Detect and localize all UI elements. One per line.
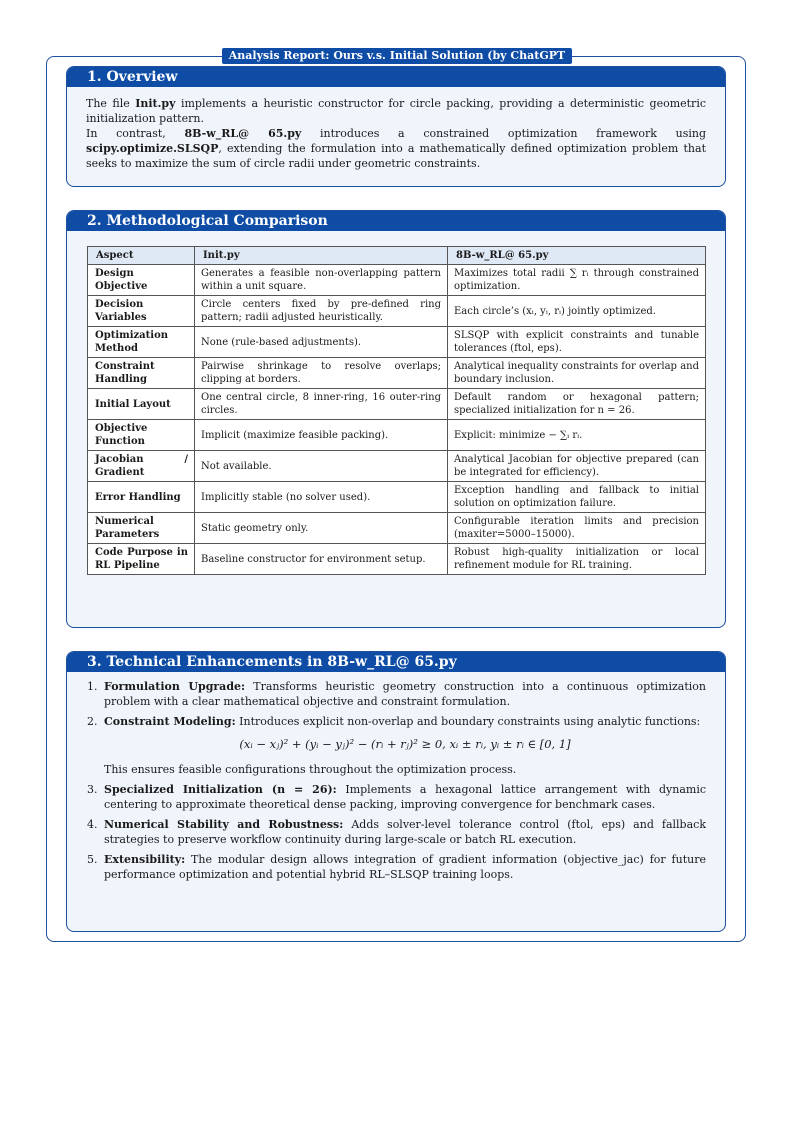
aspect-cell: Constraint Handling bbox=[88, 358, 195, 389]
aspect-cell: Decision Variables bbox=[88, 296, 195, 327]
overview-paragraph-2 bbox=[86, 126, 706, 171]
item-text: The modular design allows integration of gradient information (objective_jac) for future performance optimization and potential hybrid RL–SLSQP training loops. bbox=[104, 853, 706, 881]
item-text: Adds solver-level tolerance control (ftol, eps) and fallback strategies to preserve workflow continuity during large-scale or batch RL execution. bbox=[104, 818, 706, 846]
text: introduces a constrained optimization framework using bbox=[301, 127, 707, 140]
item-followup: This ensures feasible configurations throughout the optimization process. bbox=[104, 763, 517, 776]
enhancements-heading: 3. Technical Enhancements in 8B-w_RL@ 65.py bbox=[67, 652, 725, 672]
table-row bbox=[88, 451, 706, 482]
rl-cell: Configurable iteration limits and precision (maxiter=5000–15000). bbox=[448, 513, 706, 544]
item-number: 1. bbox=[87, 680, 98, 693]
overview-paragraph-1 bbox=[86, 96, 706, 126]
rl-cell: Maximizes total radii ∑ rᵢ through constrained optimization. bbox=[448, 265, 706, 296]
text: In contrast, bbox=[86, 127, 185, 140]
rl-cell: Explicit: minimize − ∑ᵢ rᵢ. bbox=[448, 420, 706, 451]
text: The file bbox=[86, 97, 136, 110]
aspect-cell: Code Purpose in RL Pipeline bbox=[88, 544, 195, 575]
init-cell: Pairwise shrinkage to resolve overlaps; clipping at borders. bbox=[195, 358, 448, 389]
aspect-cell: Numerical Parameters bbox=[88, 513, 195, 544]
rl-cell: Exception handling and fallback to initial solution on optimization failure. bbox=[448, 482, 706, 513]
text: , extending the formulation into a mathematically defined optimization problem that seeks to maximize the sum of circle radii under geometric constraints. bbox=[86, 142, 706, 170]
item-title: Numerical Stability and Robustness: bbox=[104, 818, 344, 831]
aspect-cell: Error Handling bbox=[88, 482, 195, 513]
item-title: Formulation Upgrade: bbox=[104, 680, 246, 693]
item-text: Transforms heuristic geometry construction into a continuous optimization problem with a clear mathematical objective and constraint formulation. bbox=[104, 680, 706, 708]
list-item bbox=[67, 714, 725, 777]
rl-cell: Analytical Jacobian for objective prepared (can be integrated for efficiency). bbox=[448, 451, 706, 482]
table-row bbox=[88, 389, 706, 420]
init-file-name: Init.py bbox=[135, 97, 176, 110]
rl-file-name: 8B-w_RL@ 65.py bbox=[184, 127, 302, 140]
item-title: Extensibility: bbox=[104, 853, 186, 866]
table-row bbox=[88, 513, 706, 544]
init-cell: Static geometry only. bbox=[195, 513, 448, 544]
item-title: Specialized Initialization (n = 26): bbox=[104, 783, 337, 796]
column-header: Init.py bbox=[195, 247, 448, 265]
report-title: Analysis Report: Ours v.s. Initial Solution (by ChatGPT bbox=[222, 48, 572, 64]
comparison-heading: 2. Methodological Comparison bbox=[67, 211, 725, 231]
overview-heading: 1. Overview bbox=[67, 67, 725, 87]
aspect-cell: Optimization Method bbox=[88, 327, 195, 358]
solver-name: scipy.optimize.SLSQP bbox=[86, 142, 219, 155]
item-number: 4. bbox=[87, 818, 98, 831]
item-number: 5. bbox=[87, 853, 98, 866]
init-cell: Implicit (maximize feasible packing). bbox=[195, 420, 448, 451]
aspect-cell: Initial Layout bbox=[88, 389, 195, 420]
init-cell: One central circle, 8 inner-ring, 16 outer-ring circles. bbox=[195, 389, 448, 420]
table-row bbox=[88, 265, 706, 296]
aspect-cell: Design Objective bbox=[88, 265, 195, 296]
rl-cell: Each circle’s (xᵢ, yᵢ, rᵢ) jointly optimized. bbox=[448, 296, 706, 327]
rl-cell: SLSQP with explicit constraints and tunable tolerances (ftol, eps). bbox=[448, 327, 706, 358]
enhancements-section bbox=[66, 651, 726, 932]
rl-cell: Robust high-quality initialization or local refinement module for RL training. bbox=[448, 544, 706, 575]
aspect-cell: Objective Function bbox=[88, 420, 195, 451]
item-number: 2. bbox=[87, 715, 98, 728]
init-cell: Implicitly stable (no solver used). bbox=[195, 482, 448, 513]
column-header: 8B-w_RL@ 65.py bbox=[448, 247, 706, 265]
table-row bbox=[88, 482, 706, 513]
comparison-section bbox=[66, 210, 726, 628]
init-cell: Baseline constructor for environment setup. bbox=[195, 544, 448, 575]
item-text: Introduces explicit non-overlap and boundary constraints using analytic functions: bbox=[235, 715, 701, 728]
table-row bbox=[88, 420, 706, 451]
rl-cell: Default random or hexagonal pattern; specialized initialization for n = 26. bbox=[448, 389, 706, 420]
init-cell: Generates a feasible non-overlapping pattern within a unit square. bbox=[195, 265, 448, 296]
enhancements-list bbox=[67, 672, 725, 882]
list-item bbox=[67, 817, 725, 847]
comparison-table bbox=[87, 246, 706, 575]
text: implements a heuristic constructor for circle packing, providing a deterministic geometric initialization pattern. bbox=[86, 97, 706, 125]
init-cell: None (rule-based adjustments). bbox=[195, 327, 448, 358]
list-item bbox=[67, 679, 725, 709]
init-cell: Not available. bbox=[195, 451, 448, 482]
table-row bbox=[88, 544, 706, 575]
table-row bbox=[88, 296, 706, 327]
item-text: Implements a hexagonal lattice arrangement with dynamic centering to approximate theoretical dense packing, improving convergence for benchmark cases. bbox=[104, 783, 706, 811]
item-title: Constraint Modeling: bbox=[104, 715, 236, 728]
constraint-equation: (xᵢ − xⱼ)² + (yᵢ − yⱼ)² − (rᵢ + rⱼ)² ≥ 0, xᵢ ± rᵢ, yᵢ ± rᵢ ∈ [0, 1] bbox=[239, 737, 571, 751]
init-cell: Circle centers fixed by pre-defined ring pattern; radii adjusted heuristically. bbox=[195, 296, 448, 327]
table-row bbox=[88, 358, 706, 389]
overview-section bbox=[66, 66, 726, 187]
table-row bbox=[88, 327, 706, 358]
column-header: Aspect bbox=[88, 247, 195, 265]
list-item bbox=[67, 782, 725, 812]
table-header-row bbox=[88, 247, 706, 265]
aspect-cell: Jacobian / Gradient bbox=[88, 451, 195, 482]
item-number: 3. bbox=[87, 783, 98, 796]
rl-cell: Analytical inequality constraints for overlap and boundary inclusion. bbox=[448, 358, 706, 389]
list-item bbox=[67, 852, 725, 882]
